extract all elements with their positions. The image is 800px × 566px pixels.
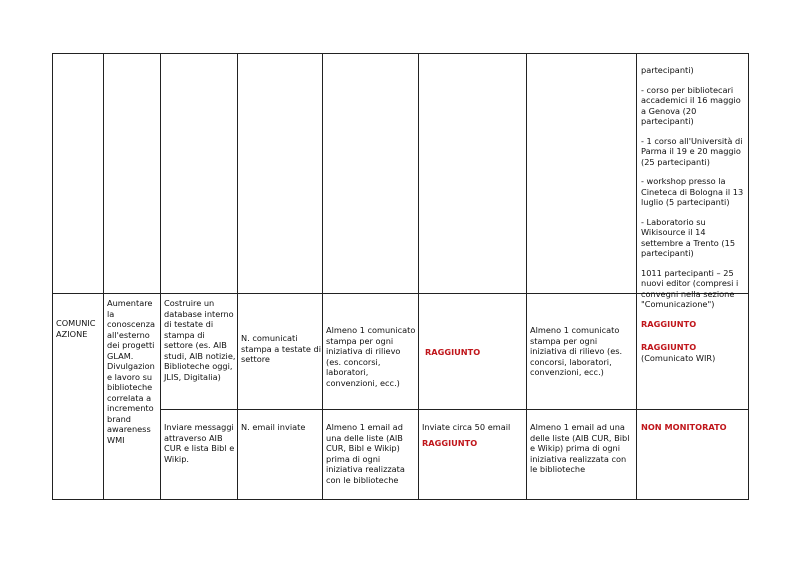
result-text: Inviate circa 50 email xyxy=(422,422,511,432)
indicator-cell: N. comunicati stampa a testate di settore xyxy=(241,333,321,364)
col-border xyxy=(418,53,419,500)
target-cell: Almeno 1 comunicato stampa per ogni iniziativa di rilievo (es. concorsi, laboratori, convenzioni, ecc.) xyxy=(530,325,623,377)
col-border xyxy=(322,53,323,500)
objective-cell: Aumentare la conoscenza all'esterno dei progetti GLAM. Divulgazione lavoro su biblioteche correlata a incremento brand awareness WMI xyxy=(107,298,156,445)
col-border xyxy=(748,53,749,500)
note-paragraph: - corso per bibliotecari accademici il 16 maggio a Genova (20 partecipanti) xyxy=(641,84,741,126)
col-border xyxy=(160,53,161,500)
target-cell: Almeno 1 comunicato stampa per ogni iniziativa di rilievo (es. concorsi, laboratori, convenzioni, ecc.) xyxy=(326,325,416,388)
status-raggiunto: RAGGIUNTO xyxy=(425,347,481,357)
note-paragraph: - workshop presso la Cineteca di Bologna il 13 luglio (5 partecipanti) xyxy=(641,176,744,207)
action-cell: Inviare messaggi attraverso AIB CUR e lista Bibl e Wikip. xyxy=(164,422,235,464)
note-paragraph: partecipanti) xyxy=(641,65,694,75)
top-row-notes-cell xyxy=(641,65,745,338)
action-cell: Costruire un database interno di testate di stampa di settore (es. AIB studi, AIB notizie, Biblioteche oggi, JLIS, Digitalia) xyxy=(164,298,236,382)
sub-row-divider xyxy=(160,409,748,410)
status-raggiunto: RAGGIUNTO xyxy=(422,437,478,448)
status-note: (Comunicato WIR) xyxy=(641,352,716,363)
status-raggiunto: RAGGIUNTO xyxy=(641,318,697,329)
note-paragraph: - Laboratorio su Wikisource il 14 settembre a Trento (15 partecipanti) xyxy=(641,216,736,258)
table-bottom-border xyxy=(52,499,748,500)
col-border xyxy=(237,53,238,500)
table-top-border xyxy=(52,53,748,54)
col-border xyxy=(526,53,527,500)
col-border xyxy=(52,53,53,500)
target-cell: Almeno 1 email ad una delle liste (AIB CUR, Bibl e Wikip) prima di ogni iniziativa realizzata con le biblioteche xyxy=(530,422,630,474)
col-border xyxy=(103,53,104,500)
target-cell: Almeno 1 email ad una delle liste (AIB CUR, Bibl e Wikip) prima di ogni iniziativa realizzata con le biblioteche xyxy=(326,422,405,485)
note-paragraph: - 1 corso all'Università di Parma il 19 e 20 maggio (25 partecipanti) xyxy=(641,135,743,167)
area-cell: COMUNICAZIONE xyxy=(56,318,96,339)
indicator-cell: N. email inviate xyxy=(241,422,306,432)
result-cell xyxy=(422,422,524,448)
status-raggiunto: RAGGIUNTO xyxy=(641,342,697,352)
col-border xyxy=(636,53,637,500)
status-non-monitorato: NON MONITORATO xyxy=(641,422,727,432)
final-status-cell xyxy=(641,342,747,363)
note-paragraph: 1011 partecipanti – 25 nuovi editor (compresi i convegni nella sezione "Comunicazione") xyxy=(641,267,739,309)
